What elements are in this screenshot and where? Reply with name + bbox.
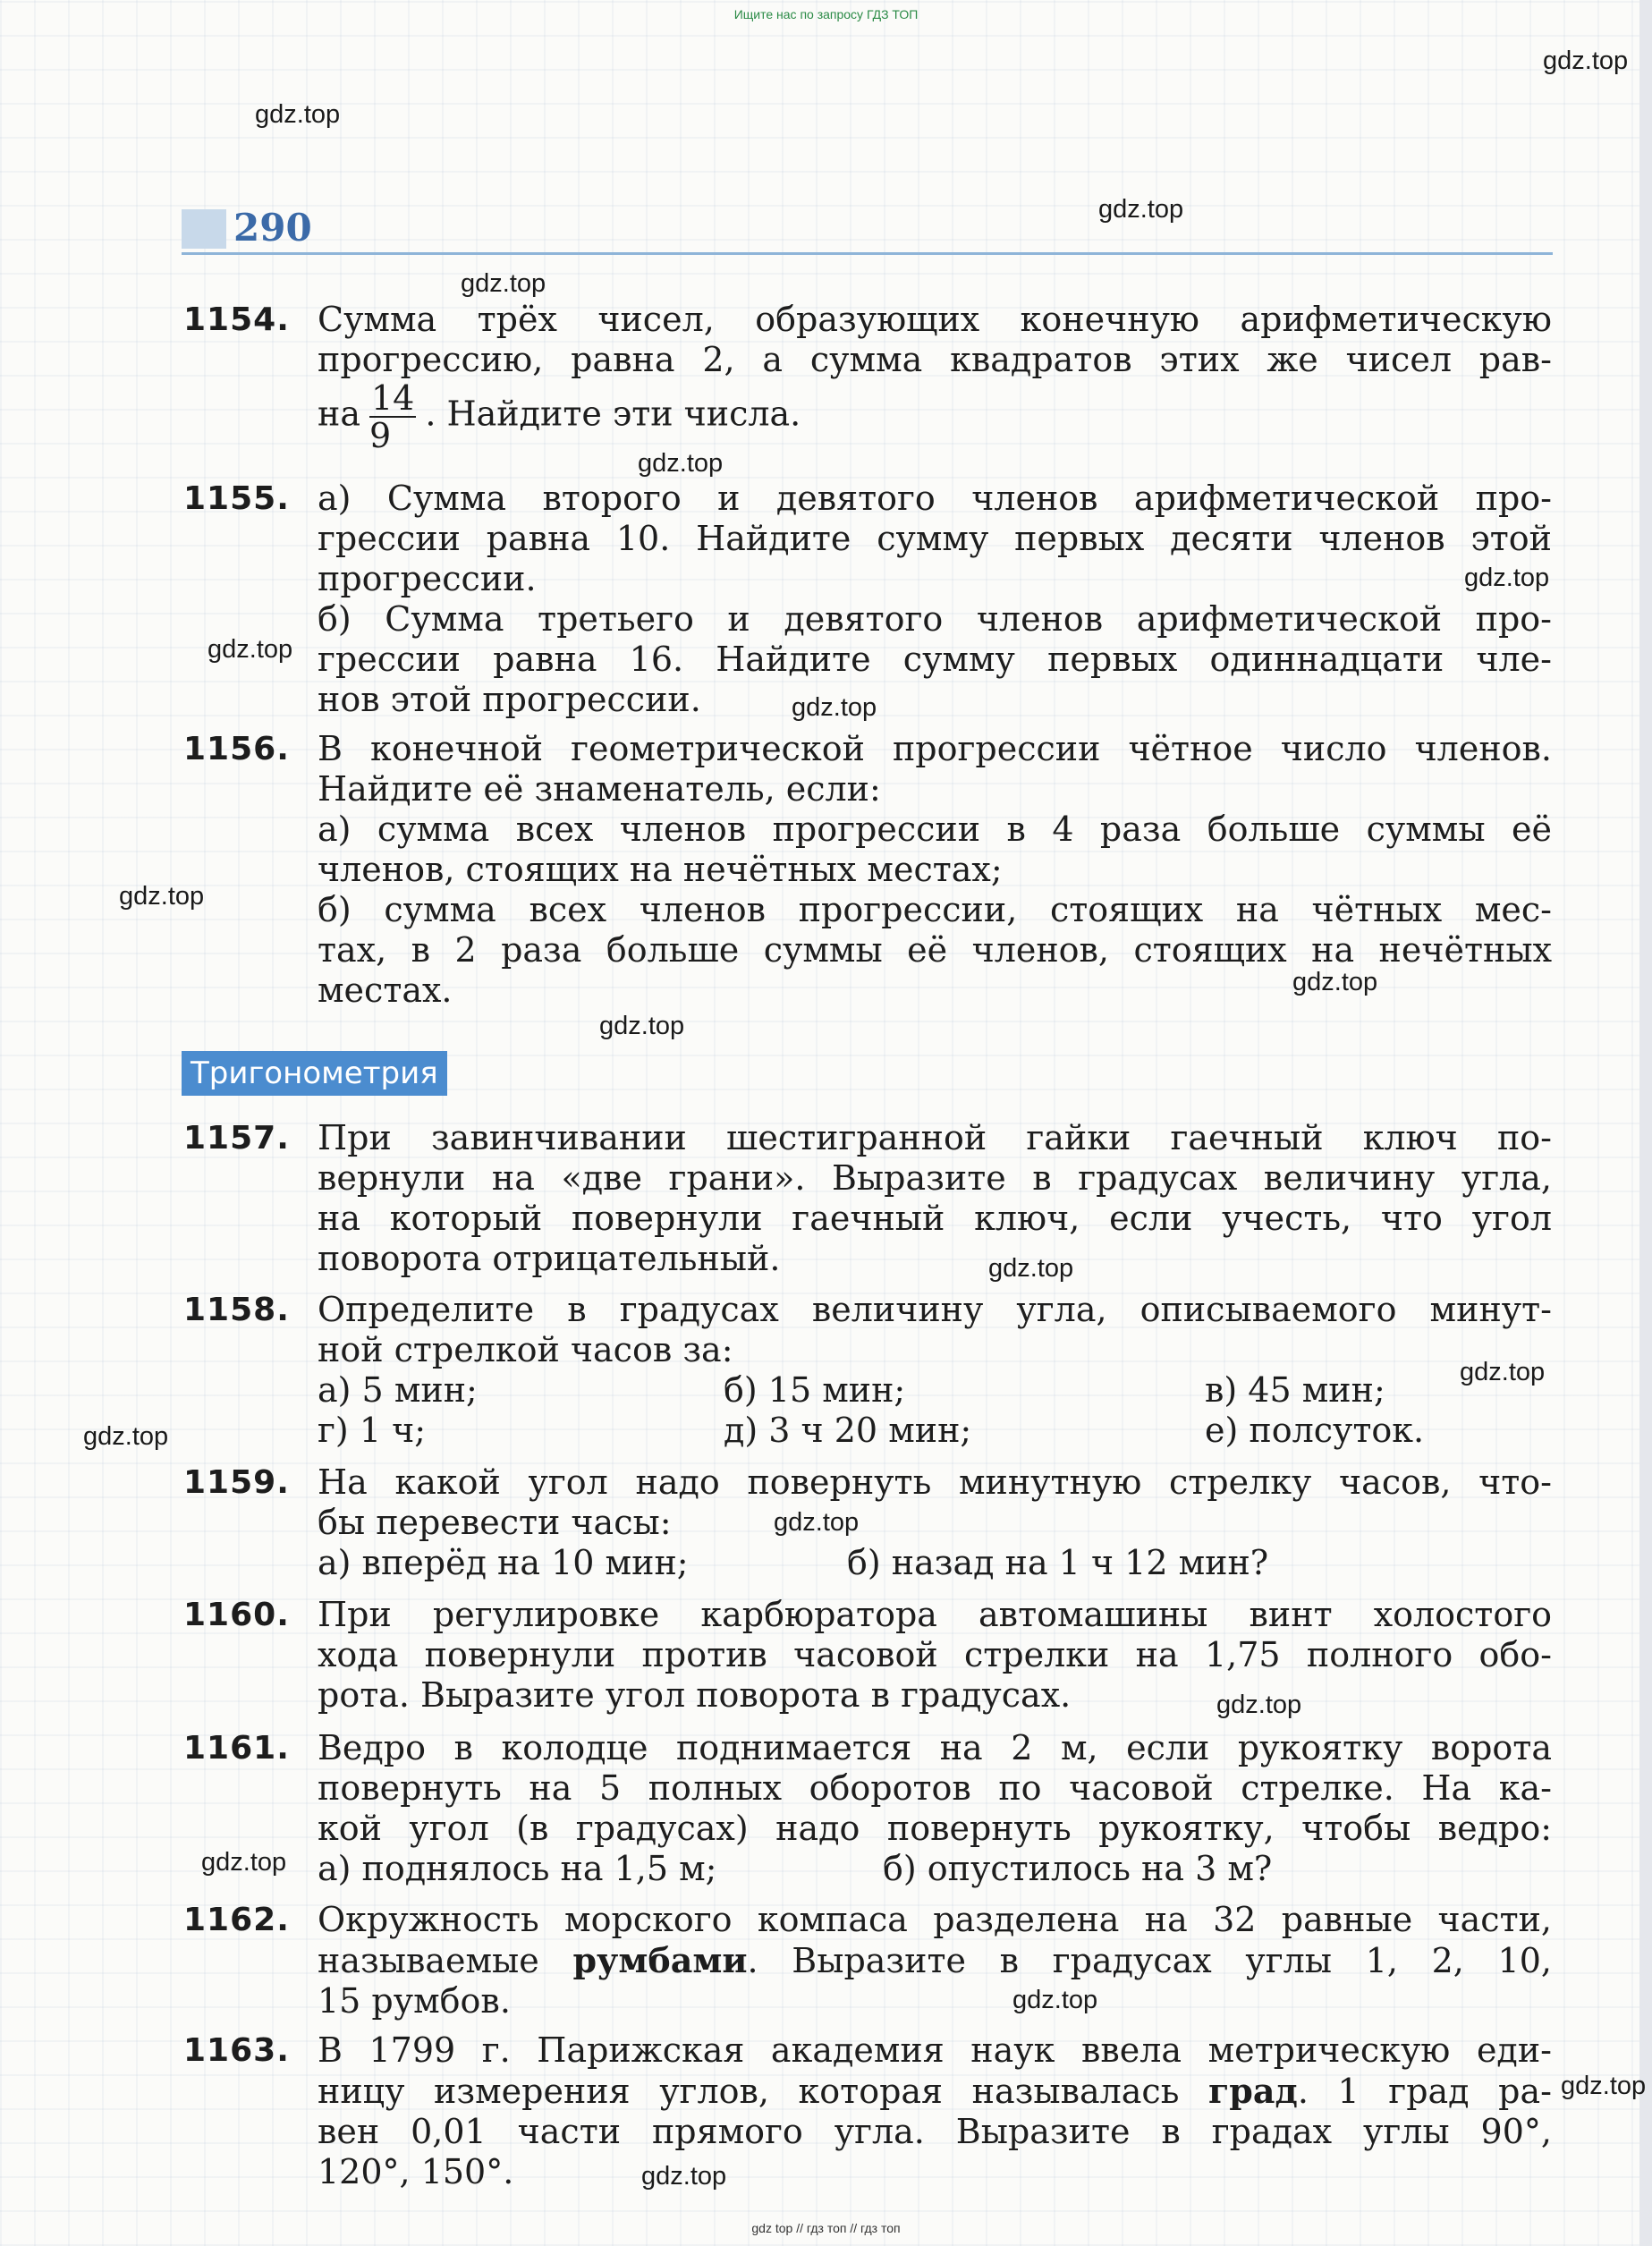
text-fragment: . 1 град ра- — [1297, 2072, 1552, 2111]
watermark: gdz.top — [1012, 1986, 1098, 2014]
answer-options-row — [318, 1543, 1552, 1583]
problem-number: 1162. — [183, 1902, 290, 1938]
watermark: gdz.top — [792, 693, 877, 722]
watermark: gdz.top — [638, 449, 724, 478]
problem-number: 1157. — [183, 1120, 290, 1157]
problem-text-line: нов этой прогрессии. — [318, 680, 701, 719]
problem-text-line: грессии равна 10. Найдите сумму первых десяти членов этой — [318, 519, 1552, 558]
text-fragment: . Выразите в градусах углы 1, 2, 10, — [747, 1941, 1552, 1980]
page-edge — [1639, 0, 1652, 2246]
header-rule — [182, 252, 1553, 255]
option-b: б) опустилось на 3 м? — [883, 1849, 1273, 1888]
watermark: gdz.top — [83, 1422, 169, 1451]
option-d: г) 1 ч; — [318, 1411, 426, 1450]
problem-text-line: Найдите её знаменатель, если: — [318, 769, 881, 809]
watermark: gdz.top — [208, 635, 293, 664]
problem-text-line: 15 румбов. — [318, 1981, 511, 2021]
header-marker — [182, 209, 226, 249]
answer-options-row — [318, 1370, 1552, 1411]
problem-text-line: бы перевести часы: — [318, 1503, 672, 1542]
bold-term: румбами — [572, 1940, 748, 1980]
problem-text-line: прогрессии. — [318, 559, 537, 598]
problem-text-line: тах, в 2 раза больше суммы её членов, стоящих на нечётных — [318, 930, 1552, 970]
problem-1162 — [183, 1900, 1552, 2021]
problem-number: 1156. — [183, 731, 290, 767]
option-a: а) поднялось на 1,5 м; — [318, 1849, 717, 1888]
problem-text-line: При регулировке карбюратора автомашины винт холостого — [318, 1595, 1552, 1634]
watermark: gdz.top — [1464, 564, 1550, 592]
text-fragment: на — [318, 394, 360, 434]
problem-1161 — [183, 1728, 1552, 1889]
problem-text-line: грессии равна 16. Найдите сумму первых одиннадцати чле- — [318, 640, 1552, 679]
bold-term: град — [1208, 2071, 1298, 2111]
problem-1158 — [183, 1290, 1552, 1451]
problem-text-line: ной стрелкой часов за: — [318, 1330, 733, 1369]
problem-text-line: Определите в градусах величину угла, описываемого минут- — [318, 1290, 1552, 1329]
problem-text-line: на который повернули гаечный ключ, если учесть, что угол — [318, 1199, 1552, 1238]
problem-1163 — [183, 2030, 1552, 2192]
watermark: gdz.top — [774, 1508, 860, 1537]
option-a: а) 5 мин; — [318, 1370, 478, 1410]
page-header — [182, 206, 1553, 256]
problem-text-line: Окружность морского компаса разделена на 32 равные части, — [318, 1900, 1552, 1939]
problem-number: 1161. — [183, 1730, 290, 1767]
problem-number: 1163. — [183, 2032, 290, 2069]
watermark: gdz.top — [461, 269, 546, 298]
fraction-denominator: 9 — [369, 416, 392, 455]
answer-options-row — [318, 1849, 1552, 1889]
problem-number: 1160. — [183, 1597, 290, 1633]
problem-text-line: а) Сумма второго и девятого членов арифметической про- — [318, 479, 1552, 518]
section-label: Тригонометрия — [182, 1051, 447, 1096]
problem-text-line: местах. — [318, 970, 453, 1010]
problem-text-line: рота. Выразите угол поворота в градусах. — [318, 1675, 1072, 1715]
problem-text-line: а) сумма всех членов прогрессии в 4 раза больше суммы её — [318, 809, 1552, 849]
watermark: gdz.top — [1561, 2072, 1647, 2100]
problem-number: 1159. — [183, 1464, 290, 1501]
problem-1159 — [183, 1462, 1552, 1583]
fraction-numerator: 14 — [370, 378, 415, 418]
problem-text-line: Сумма трёх чисел, образующих конечную арифметическую — [318, 300, 1552, 339]
text-fragment: . Найдите эти числа. — [425, 394, 801, 434]
answer-options-row — [318, 1411, 1552, 1451]
problem-text-line — [318, 2071, 1552, 2112]
problem-number: 1154. — [183, 301, 290, 338]
fraction — [369, 380, 416, 453]
problem-1160 — [183, 1595, 1552, 1716]
watermark: gdz.top — [201, 1848, 287, 1877]
problem-text-line: В конечной геометрической прогрессии чётное число членов. — [318, 729, 1552, 768]
bottom-note: gdz top // гдз топ // гдз топ — [751, 2221, 901, 2235]
watermark: gdz.top — [1543, 47, 1629, 75]
problem-text-line: хода повернули против часовой стрелки на 1,75 полного обо- — [318, 1635, 1552, 1674]
watermark: gdz.top — [255, 100, 341, 129]
problem-text-line: поворота отрицательный. — [318, 1239, 781, 1278]
problem-text-line — [318, 1940, 1552, 1981]
text-fragment: ницу измерения углов, которая называлась — [318, 2072, 1180, 2111]
problem-text-line: повернуть на 5 полных оборотов по часовой стрелке. На ка- — [318, 1768, 1552, 1808]
watermark: gdz.top — [988, 1254, 1074, 1283]
option-c: в) 45 мин; — [1205, 1370, 1385, 1410]
problem-1157 — [183, 1118, 1552, 1279]
top-note: Ищите нас по запросу ГДЗ ТОП — [733, 7, 919, 21]
problem-1156 — [183, 729, 1552, 1011]
problem-text-line: Ведро в колодце поднимается на 2 м, если рукоятку ворота — [318, 1728, 1552, 1767]
problem-text-line: вернули на «две грани». Выразите в градусах величину угла, — [318, 1158, 1552, 1198]
problem-text-line: На какой угол надо повернуть минутную стрелку часов, что- — [318, 1462, 1552, 1502]
problem-text-line: б) Сумма третьего и девятого членов арифметической про- — [318, 599, 1552, 639]
option-b: б) 15 мин; — [724, 1370, 906, 1410]
option-b: б) назад на 1 ч 12 мин? — [847, 1543, 1269, 1582]
problem-text-line: кой угол (в градусах) надо повернуть рукоятку, чтобы ведро: — [318, 1809, 1552, 1848]
watermark: gdz.top — [1460, 1358, 1546, 1386]
watermark: gdz.top — [119, 882, 205, 911]
problem-number: 1155. — [183, 480, 290, 517]
problem-text-line: 120°, 150°. — [318, 2152, 514, 2191]
option-f: е) полсуток. — [1205, 1411, 1425, 1450]
problem-number: 1158. — [183, 1292, 290, 1328]
watermark: gdz.top — [1292, 968, 1378, 996]
problem-text-line: При завинчивании шестигранной гайки гаечный ключ по- — [318, 1118, 1552, 1157]
problem-text-line: б) сумма всех членов прогрессии, стоящих на чётных мес- — [318, 890, 1552, 929]
option-e: д) 3 ч 20 мин; — [724, 1411, 972, 1450]
problem-text-line: членов, стоящих на нечётных местах; — [318, 850, 1003, 889]
problem-text-line: вен 0,01 части прямого угла. Выразите в градах углы 90°, — [318, 2112, 1552, 2151]
watermark: gdz.top — [599, 1012, 685, 1040]
problem-1154 — [183, 300, 1552, 453]
watermark: gdz.top — [1098, 195, 1184, 224]
watermark: gdz.top — [1216, 1691, 1302, 1719]
option-a: а) вперёд на 10 мин; — [318, 1543, 689, 1582]
problem-1155 — [183, 479, 1552, 720]
watermark: gdz.top — [641, 2162, 727, 2191]
problem-text-line: прогрессию, равна 2, а сумма квадратов этих же чисел рав- — [318, 340, 1552, 379]
page-number: 290 — [233, 206, 312, 250]
problem-text-line: В 1799 г. Парижская академия наук ввела метрическую еди- — [318, 2030, 1552, 2070]
problem-text-line — [318, 380, 1552, 453]
text-fragment: называемые — [318, 1941, 539, 1980]
